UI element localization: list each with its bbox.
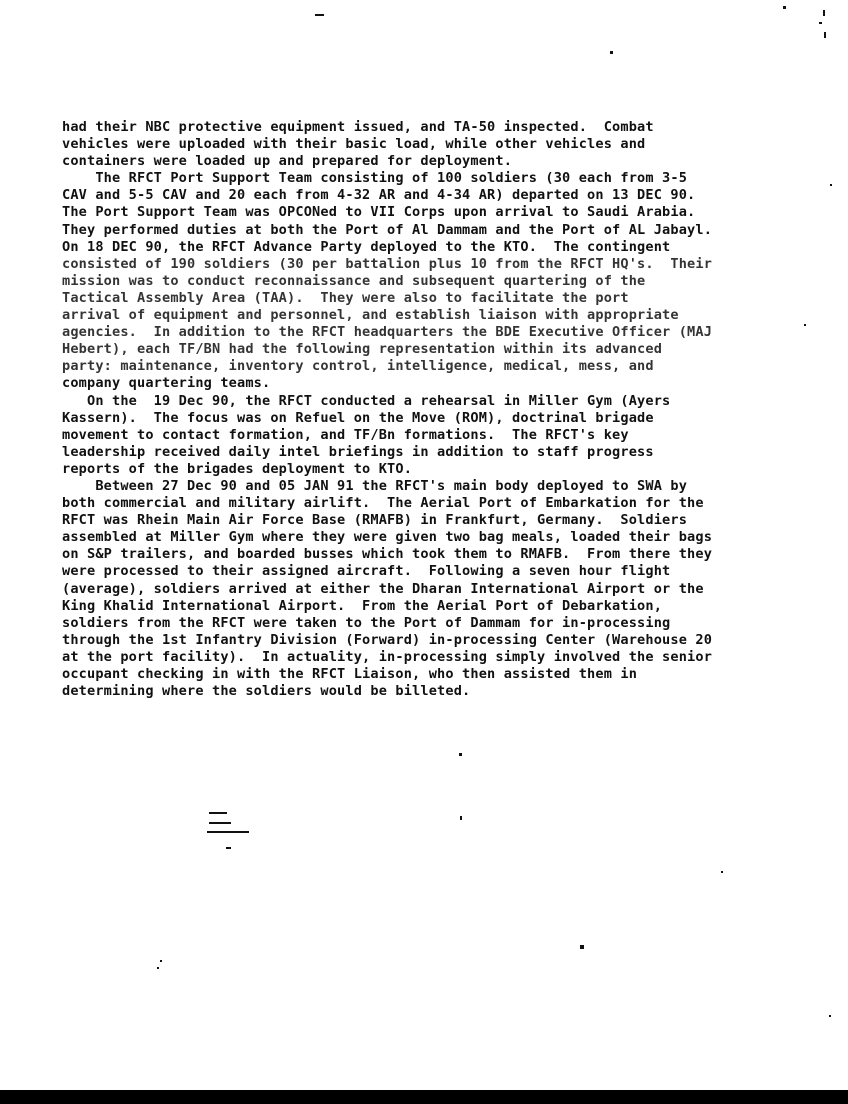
text-line: through the 1st Infantry Division (Forward) in-processing Center (Warehouse 20 — [62, 631, 713, 648]
text-line: RFCT was Rhein Main Air Force Base (RMAFB) in Frankfurt, Germany. Soldiers — [62, 512, 688, 529]
scan-artifact-dash — [226, 847, 231, 849]
scan-artifact-dash — [209, 822, 231, 824]
text-line: leadership received daily intel briefings in addition to staff progress — [62, 443, 654, 460]
text-line: had their NBC protective equipment issued, and TA-50 inspected. Combat — [62, 119, 654, 135]
text-line: reports of the brigades deployment to KTO. — [62, 460, 413, 477]
scan-artifact-dash — [207, 831, 249, 833]
scan-artifact-dash — [209, 812, 227, 814]
text-line: arrival of equipment and personnel, and establish liaison with appropriate — [62, 307, 679, 324]
text-line: Hebert), each TF/BN had the following representation within its advanced — [62, 341, 663, 358]
text-line: The RFCT Port Support Team consisting of 100 soldiers (30 each from 3-5 — [62, 170, 688, 187]
text-line: vehicles were uploaded with their basic load, while other vehicles and — [62, 136, 646, 153]
scan-artifact-speck — [460, 816, 462, 820]
scan-artifact-speck — [819, 22, 822, 24]
text-line: King Khalid International Airport. From the Aerial Port of Debarkation, — [62, 597, 663, 614]
scan-artifact-speck — [610, 51, 613, 54]
scan-artifact-speck — [804, 324, 806, 326]
text-line: On the 19 Dec 90, the RFCT conducted a rehearsal in Miller Gym (Ayers — [62, 392, 671, 409]
scan-artifact-speck — [783, 6, 786, 9]
text-line: consisted of 190 soldiers (30 per battalion plus 10 from the RFCT HQ's. Their — [62, 255, 713, 272]
text-line: party: maintenance, inventory control, intelligence, medical, mess, and — [62, 358, 654, 375]
text-line: (average), soldiers arrived at either the Dharan International Airport or the — [62, 580, 704, 597]
text-line: determining where the soldiers would be billeted. — [62, 683, 471, 700]
text-line: mission was to conduct reconnaissance and subsequent quartering of the — [62, 272, 646, 289]
text-line: at the port facility). In actuality, in-processing simply involved the senior — [62, 648, 713, 665]
document-body-text — [62, 119, 807, 700]
scan-artifact-speck — [721, 871, 723, 873]
text-line: soldiers from the RFCT were taken to the Port of Dammam for in-processing — [62, 614, 671, 631]
text-line: on S&P trailers, and boarded busses which took them to RMAFB. From there they — [62, 546, 713, 563]
scan-artifact-speck — [824, 32, 826, 38]
text-line: both commercial and military airlift. The Aerial Port of Embarkation for the — [62, 495, 704, 512]
scan-artifact-speck — [580, 945, 584, 949]
text-line: assembled at Miller Gym where they were given two bag meals, loaded their bags — [62, 529, 713, 546]
scan-bottom-border — [0, 1090, 848, 1104]
text-line: Between 27 Dec 90 and 05 JAN 91 the RFCT's main body deployed to SWA by — [62, 477, 688, 494]
text-line: Tactical Assembly Area (TAA). They were also to facilitate the port — [62, 289, 629, 306]
scan-artifact-speck — [829, 1015, 831, 1017]
text-line: On 18 DEC 90, the RFCT Advance Party deployed to the KTO. The contingent — [62, 238, 671, 255]
text-line: The Port Support Team was OPCONed to VII Corps upon arrival to Saudi Arabia. — [62, 204, 696, 221]
scan-artifact-speck — [823, 10, 825, 16]
text-line: agencies. In addition to the RFCT headquarters the BDE Executive Officer (MAJ — [62, 324, 713, 341]
text-line: containers were loaded up and prepared for deployment. — [62, 153, 513, 170]
scan-artifact-speck — [157, 967, 159, 969]
scan-artifact-speck — [459, 753, 462, 756]
text-line: company quartering teams. — [62, 375, 271, 392]
scan-artifact-dash — [315, 14, 324, 16]
scan-artifact-speck — [830, 184, 832, 186]
text-line: occupant checking in with the RFCT Liaison, who then assisted them in — [62, 666, 638, 682]
scan-artifact-speck — [160, 960, 162, 962]
text-line: movement to contact formation, and TF/Bn formations. The RFCT's key — [62, 426, 629, 443]
text-line: Kassern). The focus was on Refuel on the Move (ROM), doctrinal brigade — [62, 409, 654, 426]
text-line: CAV and 5-5 CAV and 20 each from 4-32 AR and 4-34 AR) departed on 13 DEC 90. — [62, 187, 696, 204]
text-line: were processed to their assigned aircraft. Following a seven hour flight — [62, 563, 671, 580]
text-line: They performed duties at both the Port of Al Dammam and the Port of AL Jabayl. — [62, 221, 713, 238]
